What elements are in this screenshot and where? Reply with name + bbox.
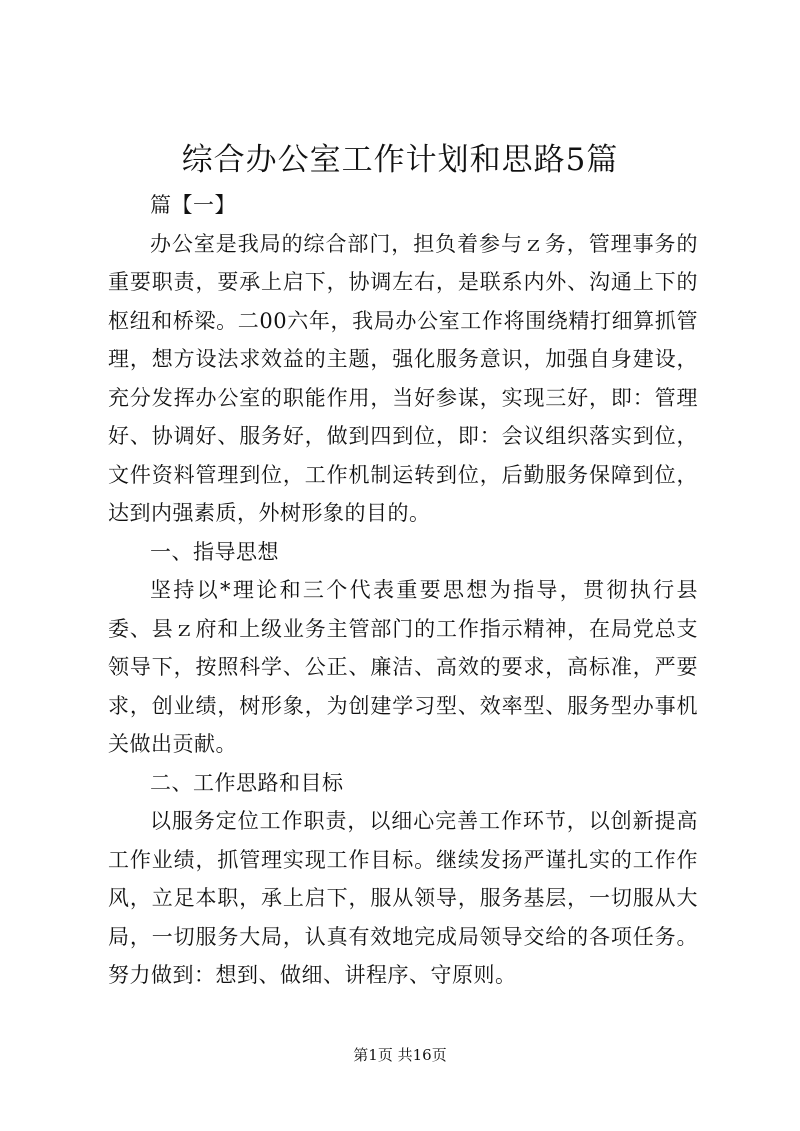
intro-paragraph: 办公室是我局的综合部门，担负着参与ｚ务，管理事务的重要职责，要承上启下，协调左右，是联系内外、沟通上下的枢纽和桥梁。二00六年，我局办公室工作将围绕精打细算抓管理，想方设法求效益的主题，强化服务意识，加强自身建设，充分发挥办公室的职能作用，当好参谋，实现三好，即：管理好、协调好、服务好，做到四到位，即：会议组织落实到位，文件资料管理到位，工作机制运转到位，后勤服务保障到位，达到内强素质，外树形象的目的。 [108,231,698,525]
document-body [108,186,698,995]
page-number-footer: 第1页 共16页 [353,1046,447,1064]
section-heading-guiding-ideology: 一、指导思想 [150,539,279,564]
work-approach-paragraph: 以服务定位工作职责，以细心完善工作环节，以创新提高工作业绩，抓管理实现工作目标。继续发扬严谨扎实的工作作风，立足本职，承上启下，服从领导，服务基层，一切服从大局，一切服务大局，认真有效地完成局领导交给的各项任务。努力做到：想到、做细、讲程序、守原则。 [108,809,698,987]
section-heading-part-one: 篇【一】 [150,193,236,217]
guiding-ideology-paragraph: 坚持以*理论和三个代表重要思想为指导，贯彻执行县委、县ｚ府和上级业务主管部门的工作指示精神，在局党总支领导下，按照科学、公正、廉洁、高效的要求，高标准，严要求，创业绩，树形象，为创建学习型、效率型、服务型办事机关做出贡献。 [108,578,698,756]
section-heading-work-approach: 二、工作思路和目标 [150,770,344,795]
document-title: 综合办公室工作计划和思路5篇 [181,142,619,178]
